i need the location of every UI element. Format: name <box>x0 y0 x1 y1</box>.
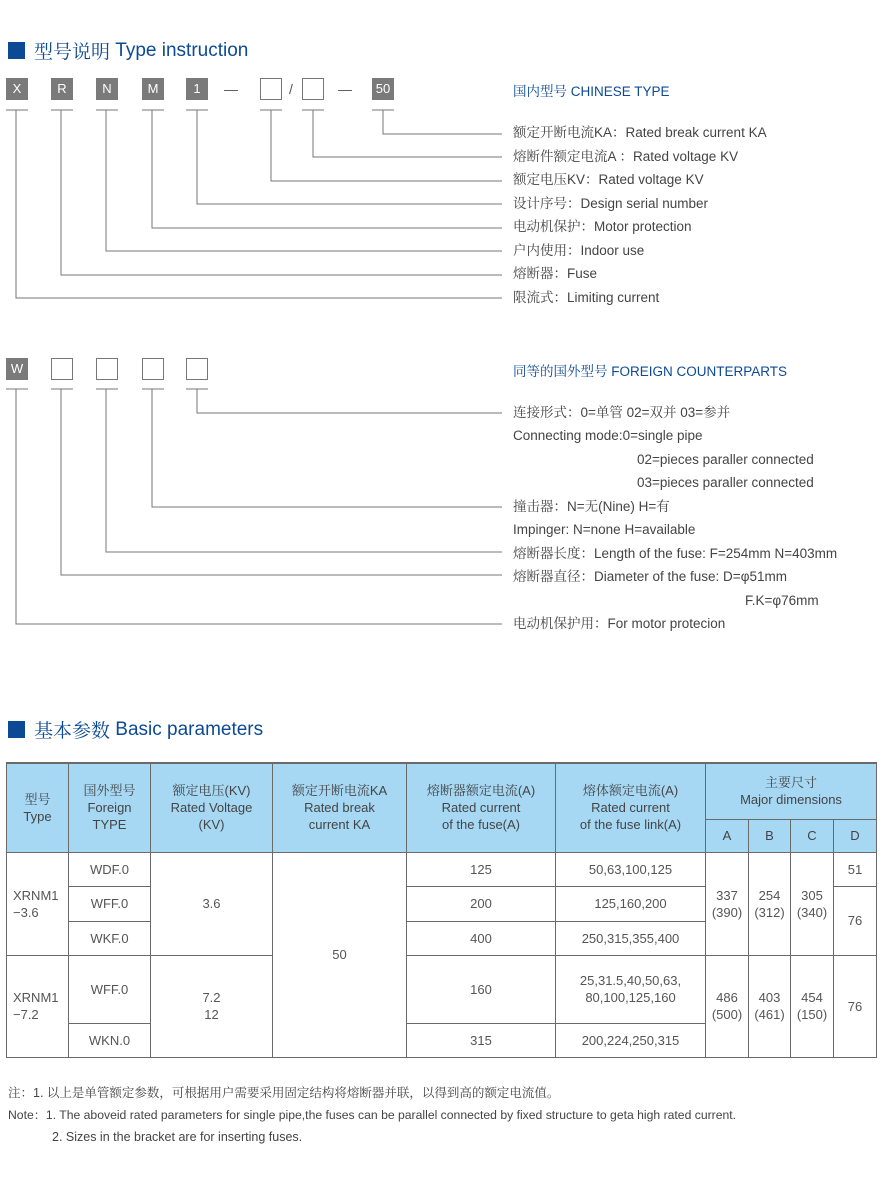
cell-dim-b: 254 (312) <box>749 852 791 955</box>
label-motor-protection-use: 电动机保护用：For motor protecion <box>513 616 726 631</box>
label-fuse: 熔断器：Fuse <box>513 266 598 281</box>
code-box-impinger <box>142 358 164 380</box>
cell-fuse-current: 200 <box>407 886 556 921</box>
cell-fuse-current: 315 <box>407 1023 556 1057</box>
note-cn: 注：1. 以上是单管额定参数，可根据用户需要采用固定结构将熔断器并联，以得到高的额定电流值。 <box>8 1086 560 1100</box>
cell-dim-a: 337 (390) <box>706 852 749 955</box>
title-cn: 基本参数 <box>34 721 111 742</box>
code-box-r: R <box>51 78 73 100</box>
dash-symbol: — <box>338 81 352 97</box>
code-box-n: N <box>96 78 118 100</box>
cell-foreign: WFF.0 <box>69 886 151 921</box>
cell-dim-c: 454 (150) <box>791 955 834 1057</box>
note-en-2: 2. Sizes in the bracket are for inserting fuses. <box>52 1130 303 1144</box>
cell-fuse-current: 160 <box>407 955 556 1023</box>
slash-symbol: / <box>289 81 293 97</box>
title-en: Basic parameters <box>115 718 264 740</box>
header-dim-d: D <box>834 819 877 852</box>
cell-foreign: WKF.0 <box>69 921 151 955</box>
cell-type: XRNM1 −3.6 <box>7 852 69 955</box>
note-en-1: Note：1. The aboveid rated parameters for single pipe,the fuses can be parallel connected by fixed structure to geta high rated current. <box>8 1108 737 1122</box>
cell-foreign: WKN.0 <box>69 1023 151 1057</box>
cell-link-current: 50,63,100,125 <box>556 852 706 886</box>
cell-voltage: 7.2 12 <box>151 955 273 1057</box>
code-box-connecting-mode <box>186 358 208 380</box>
code-box-50: 50 <box>372 78 394 100</box>
label-connecting-02: 02=pieces paraller connected <box>637 452 814 467</box>
label-fuse-diameter: 熔断器直径：Diameter of the fuse: D=φ51mm <box>513 569 787 584</box>
header-rated-voltage: 额定电压(KV) Rated Voltage (KV) <box>151 763 273 852</box>
cell-fuse-current: 400 <box>407 921 556 955</box>
title-cn: 型号说明 <box>34 42 111 63</box>
cell-dim-a: 486 (500) <box>706 955 749 1057</box>
dash-symbol: — <box>224 81 238 97</box>
table-row <box>7 852 877 886</box>
label-limiting-current: 限流式：Limiting current <box>513 290 660 305</box>
label-connecting-03: 03=pieces paraller connected <box>637 475 814 490</box>
label-fuse-length: 熔断器长度：Length of the fuse: F=254mm N=403mm <box>513 546 838 561</box>
label-impinger-cn: 撞击器：N=无(Nine) H=有 <box>513 499 670 514</box>
code-box-1: 1 <box>186 78 208 100</box>
header-type: 型号 Type <box>7 763 69 852</box>
cell-dim-b: 403 (461) <box>749 955 791 1057</box>
label-rated-voltage: 额定电压KV：Rated voltage KV <box>513 172 704 187</box>
cell-dim-d: 76 <box>834 886 877 955</box>
label-fk-diameter: F.K=φ76mm <box>745 593 819 608</box>
label-connecting-mode-cn: 连接形式：0=单管 02=双并 03=参并 <box>513 405 731 420</box>
header-foreign-type: 国外型号 Foreign TYPE <box>69 763 151 852</box>
cell-type: XRNM1 −7.2 <box>7 955 69 1057</box>
header-major-dimensions: 主要尺寸 Major dimensions <box>706 763 877 819</box>
basic-parameters-table <box>6 762 877 1058</box>
title-en: Type instruction <box>115 39 249 61</box>
header-fuse-link-current: 熔体额定电流(A) Rated current of the fuse link(A) <box>556 763 706 852</box>
table-row <box>7 955 877 1023</box>
code-box-m: M <box>142 78 164 100</box>
cell-dim-d: 76 <box>834 955 877 1057</box>
cell-dim-d: 51 <box>834 852 877 886</box>
section-title-basic-parameters <box>8 716 263 743</box>
label-design-serial: 设计序号：Design serial number <box>513 196 709 211</box>
cell-link-current: 125,160,200 <box>556 886 706 921</box>
cell-break-current: 50 <box>273 852 407 1057</box>
foreign-counterparts-heading: 同等的国外型号 FOREIGN COUNTERPARTS <box>513 364 788 379</box>
header-dim-a: A <box>706 819 749 852</box>
header-dim-b: B <box>749 819 791 852</box>
header-fuse-rated-current: 熔断器额定电流(A) Rated current of the fuse(A) <box>407 763 556 852</box>
cell-link-current: 200,224,250,315 <box>556 1023 706 1057</box>
label-impinger-en: Impinger: N=none H=available <box>513 522 696 537</box>
header-rated-break-current: 额定开断电流KA Rated break current KA <box>273 763 407 852</box>
code-box-diameter <box>51 358 73 380</box>
label-indoor-use: 户内使用：Indoor use <box>513 243 645 258</box>
label-connecting-mode-en: Connecting mode:0=single pipe <box>513 428 703 443</box>
cell-voltage: 3.6 <box>151 852 273 955</box>
cell-foreign: WFF.0 <box>69 955 151 1023</box>
square-bullet-icon <box>8 721 25 738</box>
cell-link-current: 25,31.5,40,50,63, 80,100,125,160 <box>556 955 706 1023</box>
code-box-w: W <box>6 358 28 380</box>
chinese-type-heading: 国内型号 CHINESE TYPE <box>513 84 670 99</box>
header-dim-c: C <box>791 819 834 852</box>
code-box-length <box>96 358 118 380</box>
cell-link-current: 250,315,355,400 <box>556 921 706 955</box>
cell-dim-c: 305 (340) <box>791 852 834 955</box>
code-box-x: X <box>6 78 28 100</box>
label-rated-break-current: 额定开断电流KA：Rated break current KA <box>513 125 767 140</box>
label-motor-protection: 电动机保护：Motor protection <box>513 219 692 234</box>
cell-foreign: WDF.0 <box>69 852 151 886</box>
cell-fuse-current: 125 <box>407 852 556 886</box>
label-fuse-rated-current: 熔断件额定电流A ：Rated voltage KV <box>513 149 739 164</box>
